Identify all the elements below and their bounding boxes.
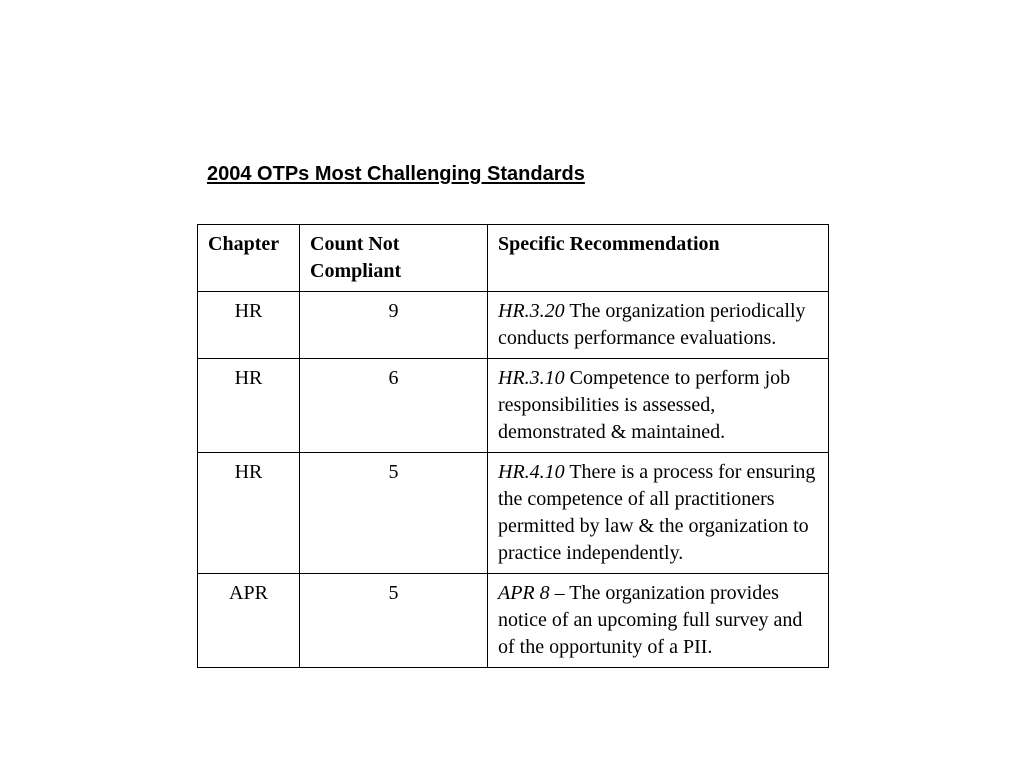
recommendation-cell [488,453,829,574]
table-row [198,574,829,668]
table-row [198,359,829,453]
count-cell: 9 [300,292,488,359]
chapter-cell: HR [198,453,300,574]
count-cell: 6 [300,359,488,453]
standards-table [197,224,829,668]
table-row [198,453,829,574]
recommendation-cell [488,359,829,453]
separator: – [549,582,570,604]
count-cell: 5 [300,453,488,574]
header-chapter: Chapter [198,225,300,292]
header-count-not-compliant: Count Not Compliant [300,225,488,292]
standard-id: HR.3.10 [498,367,565,389]
recommendation-cell [488,574,829,668]
standard-id: HR.4.10 [498,461,565,483]
recommendation-text: Competence to perform job responsibilities is assessed, demonstrated & maintained. [498,367,791,443]
table-header-row [198,225,829,292]
recommendation-text: There is a process for ensuring the competence of all practitioners permitted by law & the organization to practice independently. [498,461,816,564]
chapter-cell: HR [198,292,300,359]
recommendation-text: The organization periodically conducts performance evaluations. [498,300,806,349]
recommendation-cell [488,292,829,359]
chapter-cell: APR [198,574,300,668]
table-row [198,292,829,359]
header-specific-recommendation: Specific Recommendation [488,225,829,292]
chapter-cell: HR [198,359,300,453]
count-cell: 5 [300,574,488,668]
recommendation-text: The organization provides notice of an upcoming full survey and of the opportunity of a PII. [498,582,803,658]
page-title: 2004 OTPs Most Challenging Standards [207,163,585,185]
standard-id: HR.3.20 [498,300,565,322]
standard-id: APR 8 [498,582,550,604]
